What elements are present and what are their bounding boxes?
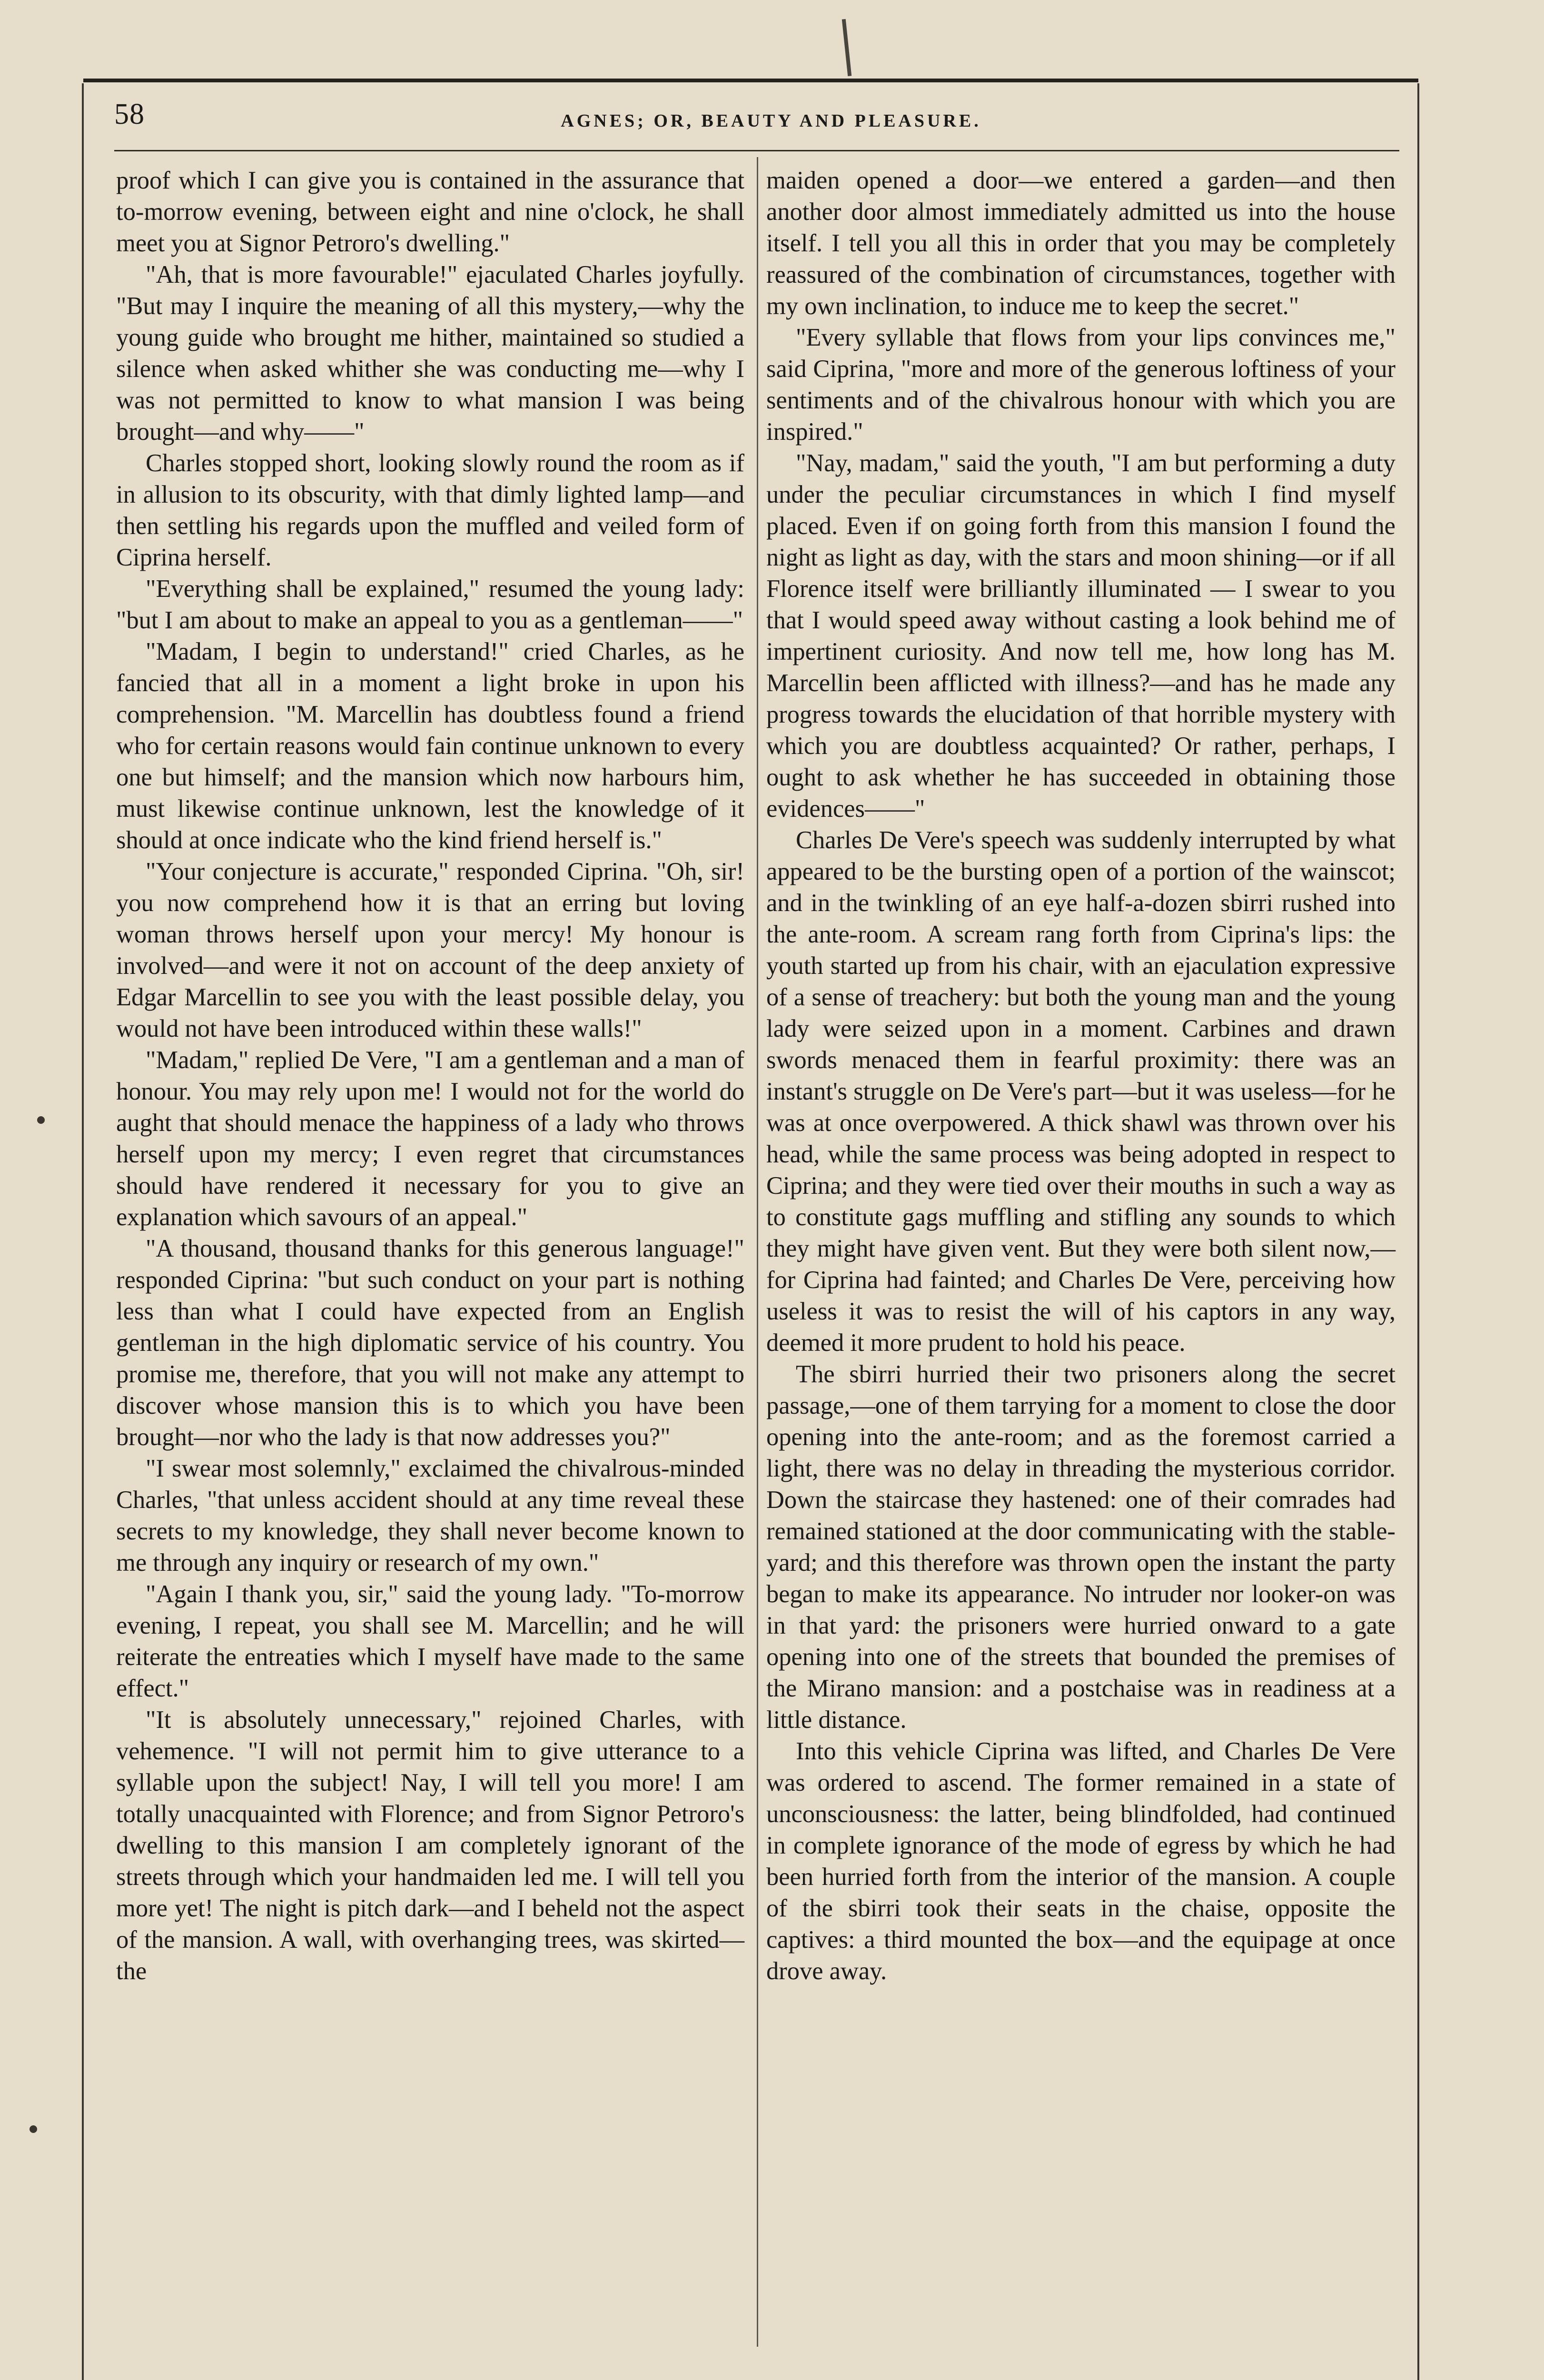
margin-dot [37,1116,45,1124]
paragraph: "Again I thank you, sir," said the young lady. "To-morrow evening, I repeat, you shall see M. Marcellin; and he will reiterate the entreaties which I myself have made to the same effect." [116,1580,744,1702]
paragraph: Into this vehicle Ciprina was lifted, and Charles De Vere was ordered to ascend. The former remained in a state of unconsciousness: the latter, being blindfolded, had continued in complete ignorance of the mode of egress by which he had been hurried forth from the interior of the mansion. A couple of the sbirri took their seats in the chaise, opposite the captives: a third mounted the box—and the equipage at once drove away. [766,1737,1396,1985]
right-border-rule [1417,83,1419,2380]
paragraph: "Every syllable that flows from your lips convinces me," said Ciprina, "more and more of the generous loftiness of your sentiments and of the chivalrous honour with which you are inspired." [766,324,1396,446]
paragraph: "It is absolutely unnecessary," rejoined Charles, with vehemence. "I will not permit him to give utterance to a syllable upon the subject! Nay, I will tell you more! I am totally unacquainted with Florence; and from Signor Petroro's dwelling to this mansion I am completely ignorant of the streets through which your handmaiden led me. I will tell you more yet! The night is pitch dark—and I beheld not the aspect of the mansion. A wall, with overhanging trees, was skirted—the [116,1706,744,1985]
top-border-rule [83,79,1418,82]
paragraph: maiden opened a door—we entered a garden—and then another door almost immediately admitted us into the house itself. I tell you all this in order that you may be completely reassured of the combination of circumstances, together with my own inclination, to induce me to keep the secret." [766,167,1396,320]
paragraph: "I swear most solemnly," exclaimed the chivalrous-minded Charles, "that unless accident should at any time reveal these secrets to my knowledge, they shall never become known to me through any inquiry or research of my own." [116,1455,744,1577]
running-title: AGNES; OR, BEAUTY AND PLEASURE. [561,111,981,131]
right-column [766,165,1396,1987]
paragraph: "Ah, that is more favourable!" ejaculated Charles joyfully. "But may I inquire the meaning of all this mystery,—why the young guide who brought me hither, maintained so studied a silence when asked whither she was conducting me—why I was not permitted to know to what mansion I was being brought—and why——" [116,261,744,446]
paragraph: "Nay, madam," said the youth, "I am but performing a duty under the peculiar circumstances in which I find myself placed. Even if on going forth from this mansion I found the night as light as day, with the stars and moon shining—or if all Florence itself were brilliantly illuminated — I swear to you that I would speed away without casting a look behind me of impertinent curiosity. And now tell me, how long has M. Marcellin been afflicted with illness?—and has he made any progress towards the elucidation of that horrible mystery with which you are doubtless acquainted? Or rather, perhaps, I ought to ask whether he has succeeded in obtaining those evidences——" [766,449,1396,823]
column-divider [757,157,758,2347]
paragraph: "Madam," replied De Vere, "I am a gentleman and a man of honour. You may rely upon me! I would not for the world do aught that should menace the happiness of a lady who throws herself upon my mercy; I even regret that circumstances should have rendered it necessary for you to give an explanation which savours of an appeal." [116,1046,744,1231]
paragraph: Charles De Vere's speech was suddenly interrupted by what appeared to be the bursting open of a portion of the wainscot; and in the twinkling of an eye half-a-dozen sbirri rushed into the ante-room. A scream rang forth from Ciprina's lips: the youth started up from his chair, with an ejaculation expressive of a sense of treachery: but both the young man and the young lady were seized upon in a moment. Carbines and drawn swords menaced them in fearful proximity: there was an instant's struggle on De Vere's part—but it was useless—for he was at once overpowered. A thick shawl was thrown over his head, while the same process was being adopted in respect to Ciprina; and they were tied over their mouths in such a way as to constitute gags muffling and stifling any sounds to which they might have given vent. But they were both silent now,—for Ciprina had fainted; and Charles De Vere, perceiving how useless it was to resist the will of his captors in any way, deemed it more prudent to hold his peace. [766,826,1396,1357]
header-rule [114,150,1399,151]
paragraph: proof which I can give you is contained in the assurance that to-morrow evening, between eight and nine o'clock, he shall meet you at Signor Petroro's dwelling." [116,167,744,257]
page-number: 58 [114,98,145,130]
paragraph: "Everything shall be explained," resumed the young lady: "but I am about to make an appeal to you as a gentleman——" [116,575,744,634]
paragraph: "Madam, I begin to understand!" cried Charles, as he fancied that all in a moment a light broke in upon his comprehension. "M. Marcellin has doubtless found a friend who for certain reasons would fain continue unknown to every one but himself; and the mansion which now harbours him, must likewise continue unknown, lest the knowledge of it should at once indicate who the kind friend herself is." [116,638,744,854]
margin-dot [30,2125,37,2133]
paragraph: "A thousand, thousand thanks for this generous language!" responded Ciprina: "but such conduct on your part is nothing less than what I could have expected from an English gentleman in the high diplomatic service of his country. You promise me, therefore, that you will not make any attempt to discover whose mansion this is to which you have been brought—nor who the lady is that now addresses you?" [116,1235,744,1451]
paragraph: The sbirri hurried their two prisoners along the secret passage,—one of them tarrying for a moment to close the door opening into the ante-room; and as the foremost carried a light, there was no delay in threading the mysterious corridor. Down the staircase they hastened: one of their comrades had remained stationed at the door communicating with the stable-yard; and this therefore was thrown open the instant the party began to make its appearance. No intruder nor looker-on was in that yard: the prisoners were hurried onward to a gate opening into one of the streets that bounded the premises of the Mirano mansion: and a postchaise was in readiness at a little distance. [766,1360,1396,1734]
paragraph: Charles stopped short, looking slowly round the room as if in allusion to its obscurity, with that dimly lighted lamp—and then settling his regards upon the muffled and veiled form of Ciprina herself. [116,449,744,571]
left-border-rule [82,83,84,2380]
paragraph: "Your conjecture is accurate," responded Ciprina. "Oh, sir! you now comprehend how it is that an erring but loving woman throws herself upon your mercy! My honour is involved—and were it not on account of the deep anxiety of Edgar Marcellin to see you with the least possible delay, you would not have been introduced within these walls!" [116,858,744,1042]
binding-mark [842,19,851,76]
left-column [116,165,744,1987]
